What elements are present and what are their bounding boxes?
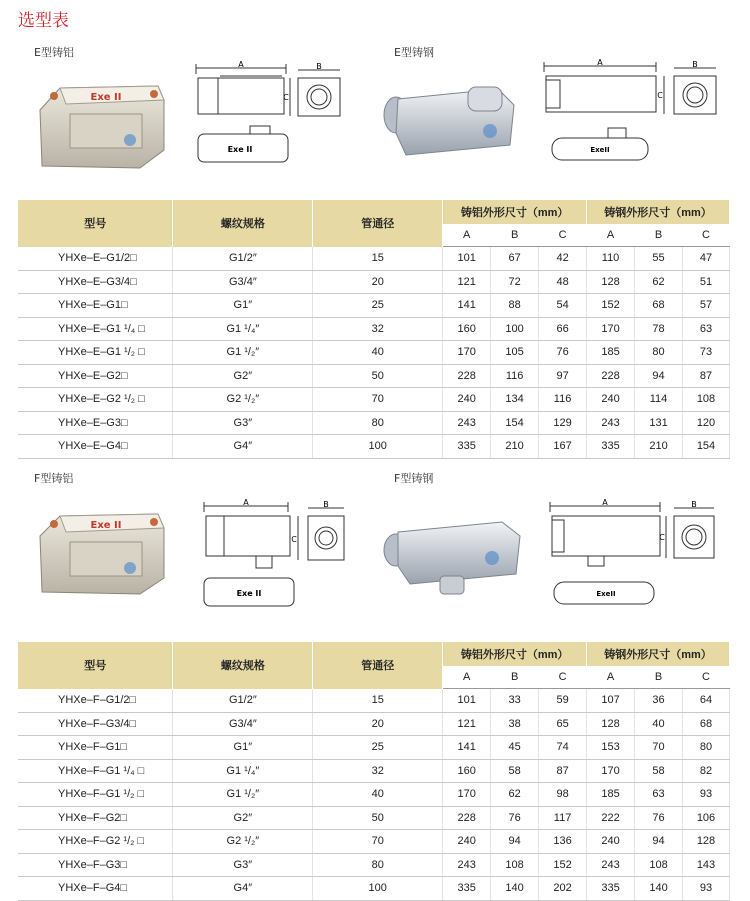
e-steel-box-photo (378, 75, 528, 170)
f-al-dim-c: C (291, 535, 297, 544)
page-title: 选型表 (18, 11, 69, 31)
cell-al-b: 88 (491, 294, 539, 318)
cell-st-a: 153 (587, 736, 635, 760)
cell-al-a: 101 (443, 247, 491, 271)
cell-al-a: 141 (443, 294, 491, 318)
cell-al-b: 210 (491, 435, 539, 459)
table-row (18, 759, 730, 783)
f-col-aluminum: 铸铝外形尺寸（mm） (443, 642, 587, 666)
cell-al-c: 97 (539, 364, 587, 388)
cell-model: YHXe–F–G2□ (18, 806, 173, 830)
table-row (18, 806, 730, 830)
cell-pipe: 15 (313, 247, 443, 271)
cell-al-c: 74 (539, 736, 587, 760)
table-row (18, 294, 730, 318)
cell-thread: G3″ (173, 411, 313, 435)
cell-al-b: 134 (491, 388, 539, 412)
table-row (18, 783, 730, 807)
cell-thread: G1 ¹/₂″ (173, 783, 313, 807)
cell-pipe: 80 (313, 411, 443, 435)
f-table-body (18, 689, 730, 901)
table-row (18, 341, 730, 365)
e-st-dim-c: C (657, 91, 663, 100)
cell-thread: G1 ¹/₂″ (173, 341, 313, 365)
table-row (18, 388, 730, 412)
cell-al-b: 62 (491, 783, 539, 807)
cell-thread: G3″ (173, 853, 313, 877)
cell-pipe: 20 (313, 270, 443, 294)
cell-thread: G1 ¹/₄″ (173, 759, 313, 783)
cell-al-a: 160 (443, 759, 491, 783)
f-aluminum-label: F型铸铝 (34, 472, 74, 485)
cell-al-c: 116 (539, 388, 587, 412)
cell-thread: G3/4″ (173, 270, 313, 294)
cell-thread: G1/2″ (173, 689, 313, 713)
cell-thread: G2 ¹/₂″ (173, 830, 313, 854)
cell-al-b: 140 (491, 877, 539, 901)
cell-model: YHXe–F–G1/2□ (18, 689, 173, 713)
cell-st-a: 240 (587, 388, 635, 412)
cell-al-b: 94 (491, 830, 539, 854)
f-col-st-b: B (635, 666, 683, 689)
f-st-plate: ExeII (596, 590, 616, 598)
table-row (18, 853, 730, 877)
cell-st-c: 108 (683, 388, 730, 412)
cell-pipe: 25 (313, 294, 443, 318)
cell-pipe: 32 (313, 759, 443, 783)
f-col-thread: 螺纹规格 (173, 642, 313, 689)
cell-al-c: 129 (539, 411, 587, 435)
cell-al-c: 136 (539, 830, 587, 854)
cell-st-a: 152 (587, 294, 635, 318)
cell-al-a: 228 (443, 364, 491, 388)
cell-model: YHXe–E–G1 ¹/₂ □ (18, 341, 173, 365)
cell-st-b: 63 (635, 783, 683, 807)
cell-st-c: 80 (683, 736, 730, 760)
cell-st-b: 131 (635, 411, 683, 435)
cell-model: YHXe–F–G3/4□ (18, 712, 173, 736)
cell-st-c: 63 (683, 317, 730, 341)
cell-st-c: 57 (683, 294, 730, 318)
e-spec-table (18, 200, 730, 459)
cell-al-b: 154 (491, 411, 539, 435)
table-row (18, 712, 730, 736)
cell-thread: G1/2″ (173, 247, 313, 271)
cell-thread: G1″ (173, 294, 313, 318)
f-col-model: 型号 (18, 642, 173, 689)
f-col-al-a: A (443, 666, 491, 689)
e-table-body (18, 247, 730, 459)
cell-st-b: 210 (635, 435, 683, 459)
cell-al-a: 121 (443, 712, 491, 736)
cell-st-b: 36 (635, 689, 683, 713)
cell-st-b: 70 (635, 736, 683, 760)
f-col-pipe: 管通径 (313, 642, 443, 689)
cell-st-c: 120 (683, 411, 730, 435)
cell-thread: G3/4″ (173, 712, 313, 736)
cell-model: YHXe–E–G1/2□ (18, 247, 173, 271)
cell-model: YHXe–E–G2 ¹/₂ □ (18, 388, 173, 412)
cell-al-c: 76 (539, 341, 587, 365)
f-al-dim-a: A (243, 498, 249, 507)
e-st-plate: ExeII (590, 146, 610, 154)
cell-st-b: 94 (635, 364, 683, 388)
cell-st-a: 243 (587, 853, 635, 877)
cell-model: YHXe–F–G1 ¹/₂ □ (18, 783, 173, 807)
cell-al-c: 65 (539, 712, 587, 736)
f-col-st-c: C (683, 666, 730, 689)
cell-pipe: 50 (313, 364, 443, 388)
cell-thread: G1 ¹/₄″ (173, 317, 313, 341)
cell-model: YHXe–F–G2 ¹/₂ □ (18, 830, 173, 854)
e-col-pipe: 管通径 (313, 200, 443, 247)
cell-al-a: 121 (443, 270, 491, 294)
e-aluminum-drawing (190, 60, 380, 180)
cell-st-c: 143 (683, 853, 730, 877)
f-st-dim-c: C (659, 533, 665, 542)
f-col-st-a: A (587, 666, 635, 689)
table-row (18, 689, 730, 713)
cell-al-b: 58 (491, 759, 539, 783)
cell-thread: G4″ (173, 435, 313, 459)
e-col-aluminum: 铸铝外形尺寸（mm） (443, 200, 587, 224)
e-steel-drawing (540, 58, 730, 178)
e-al-plate: Exe II (227, 145, 253, 154)
cell-pipe: 40 (313, 783, 443, 807)
cell-al-a: 240 (443, 830, 491, 854)
cell-al-b: 72 (491, 270, 539, 294)
cell-st-b: 76 (635, 806, 683, 830)
f-col-al-b: B (491, 666, 539, 689)
cell-al-a: 243 (443, 411, 491, 435)
cell-model: YHXe–F–G4□ (18, 877, 173, 901)
cell-st-c: 82 (683, 759, 730, 783)
cell-al-c: 98 (539, 783, 587, 807)
cell-thread: G2″ (173, 364, 313, 388)
table-row (18, 736, 730, 760)
e-col-al-a: A (443, 224, 491, 247)
cell-al-b: 116 (491, 364, 539, 388)
cell-st-a: 185 (587, 341, 635, 365)
e-col-model: 型号 (18, 200, 173, 247)
table-row (18, 247, 730, 271)
cell-st-a: 170 (587, 759, 635, 783)
cell-al-b: 33 (491, 689, 539, 713)
cell-model: YHXe–E–G2□ (18, 364, 173, 388)
cell-st-a: 107 (587, 689, 635, 713)
cell-st-c: 51 (683, 270, 730, 294)
cell-al-c: 42 (539, 247, 587, 271)
cell-pipe: 80 (313, 853, 443, 877)
e-col-st-a: A (587, 224, 635, 247)
table-row (18, 317, 730, 341)
e-col-al-c: C (539, 224, 587, 247)
e-col-steel: 铸钢外形尺寸（mm） (587, 200, 730, 224)
cell-al-a: 335 (443, 877, 491, 901)
cell-thread: G2″ (173, 806, 313, 830)
cell-al-c: 48 (539, 270, 587, 294)
cell-al-a: 101 (443, 689, 491, 713)
cell-st-a: 185 (587, 783, 635, 807)
cell-pipe: 70 (313, 388, 443, 412)
cell-al-a: 141 (443, 736, 491, 760)
e-aluminum-plate-text: Exe II (90, 92, 122, 103)
cell-al-a: 335 (443, 435, 491, 459)
cell-st-b: 80 (635, 341, 683, 365)
cell-st-b: 94 (635, 830, 683, 854)
f-al-plate: Exe II (236, 589, 262, 598)
cell-st-c: 93 (683, 877, 730, 901)
cell-al-c: 59 (539, 689, 587, 713)
cell-al-c: 152 (539, 853, 587, 877)
cell-st-c: 68 (683, 712, 730, 736)
cell-al-b: 100 (491, 317, 539, 341)
e-col-thread: 螺纹规格 (173, 200, 313, 247)
f-steel-drawing (548, 498, 730, 613)
e-al-dim-a: A (238, 60, 244, 69)
cell-al-c: 202 (539, 877, 587, 901)
cell-st-c: 87 (683, 364, 730, 388)
e-st-dim-a: A (597, 58, 603, 67)
cell-pipe: 50 (313, 806, 443, 830)
f-st-dim-b: B (691, 500, 697, 509)
cell-st-a: 222 (587, 806, 635, 830)
cell-al-c: 87 (539, 759, 587, 783)
cell-st-c: 154 (683, 435, 730, 459)
e-al-dim-b: B (316, 62, 322, 71)
cell-st-b: 68 (635, 294, 683, 318)
cell-al-b: 38 (491, 712, 539, 736)
f-steel-box-photo (380, 510, 530, 600)
cell-al-a: 228 (443, 806, 491, 830)
cell-model: YHXe–E–G3□ (18, 411, 173, 435)
table-row (18, 435, 730, 459)
cell-pipe: 40 (313, 341, 443, 365)
cell-st-c: 47 (683, 247, 730, 271)
f-aluminum-plate-text: Exe II (90, 520, 122, 531)
cell-st-c: 93 (683, 783, 730, 807)
cell-st-b: 55 (635, 247, 683, 271)
cell-al-b: 108 (491, 853, 539, 877)
f-col-steel: 铸钢外形尺寸（mm） (587, 642, 730, 666)
cell-al-a: 170 (443, 341, 491, 365)
e-col-st-b: B (635, 224, 683, 247)
cell-al-c: 54 (539, 294, 587, 318)
cell-model: YHXe–F–G3□ (18, 853, 173, 877)
cell-st-a: 243 (587, 411, 635, 435)
cell-st-a: 128 (587, 712, 635, 736)
cell-al-a: 160 (443, 317, 491, 341)
cell-al-c: 167 (539, 435, 587, 459)
cell-st-a: 335 (587, 877, 635, 901)
cell-st-a: 128 (587, 270, 635, 294)
cell-pipe: 15 (313, 689, 443, 713)
cell-st-b: 62 (635, 270, 683, 294)
cell-al-a: 243 (443, 853, 491, 877)
cell-pipe: 70 (313, 830, 443, 854)
e-col-al-b: B (491, 224, 539, 247)
cell-model: YHXe–E–G1□ (18, 294, 173, 318)
cell-pipe: 20 (313, 712, 443, 736)
cell-st-b: 108 (635, 853, 683, 877)
cell-st-b: 78 (635, 317, 683, 341)
cell-model: YHXe–F–G1□ (18, 736, 173, 760)
cell-st-b: 114 (635, 388, 683, 412)
cell-pipe: 25 (313, 736, 443, 760)
cell-st-a: 335 (587, 435, 635, 459)
cell-st-a: 228 (587, 364, 635, 388)
cell-st-c: 106 (683, 806, 730, 830)
cell-st-c: 73 (683, 341, 730, 365)
cell-model: YHXe–E–G1 ¹/₄ □ (18, 317, 173, 341)
cell-al-b: 67 (491, 247, 539, 271)
e-al-dim-c: C (283, 93, 289, 102)
cell-st-c: 64 (683, 689, 730, 713)
f-al-dim-b: B (323, 500, 329, 509)
cell-model: YHXe–E–G4□ (18, 435, 173, 459)
f-col-al-c: C (539, 666, 587, 689)
table-row (18, 830, 730, 854)
e-steel-label: E型铸钢 (394, 46, 434, 59)
table-row (18, 364, 730, 388)
cell-pipe: 100 (313, 435, 443, 459)
e-aluminum-box-photo (30, 70, 170, 175)
table-row (18, 270, 730, 294)
f-aluminum-box-photo (30, 500, 170, 605)
cell-st-a: 110 (587, 247, 635, 271)
cell-st-b: 40 (635, 712, 683, 736)
f-spec-table (18, 642, 730, 901)
cell-pipe: 100 (313, 877, 443, 901)
cell-model: YHXe–E–G3/4□ (18, 270, 173, 294)
f-st-dim-a: A (602, 498, 608, 507)
cell-st-b: 140 (635, 877, 683, 901)
table-row (18, 411, 730, 435)
cell-al-c: 66 (539, 317, 587, 341)
cell-al-a: 170 (443, 783, 491, 807)
cell-st-a: 240 (587, 830, 635, 854)
cell-model: YHXe–F–G1 ¹/₄ □ (18, 759, 173, 783)
f-steel-label: F型铸钢 (394, 472, 434, 485)
e-st-dim-b: B (692, 60, 698, 69)
cell-al-b: 76 (491, 806, 539, 830)
cell-al-a: 240 (443, 388, 491, 412)
e-col-st-c: C (683, 224, 730, 247)
cell-al-b: 45 (491, 736, 539, 760)
cell-st-c: 128 (683, 830, 730, 854)
cell-thread: G2 ¹/₂″ (173, 388, 313, 412)
cell-pipe: 32 (313, 317, 443, 341)
table-row (18, 877, 730, 901)
cell-al-c: 117 (539, 806, 587, 830)
cell-thread: G1″ (173, 736, 313, 760)
cell-al-b: 105 (491, 341, 539, 365)
cell-st-b: 58 (635, 759, 683, 783)
cell-st-a: 170 (587, 317, 635, 341)
cell-thread: G4″ (173, 877, 313, 901)
e-aluminum-label: E型铸铝 (34, 46, 74, 59)
f-aluminum-drawing (190, 498, 380, 613)
